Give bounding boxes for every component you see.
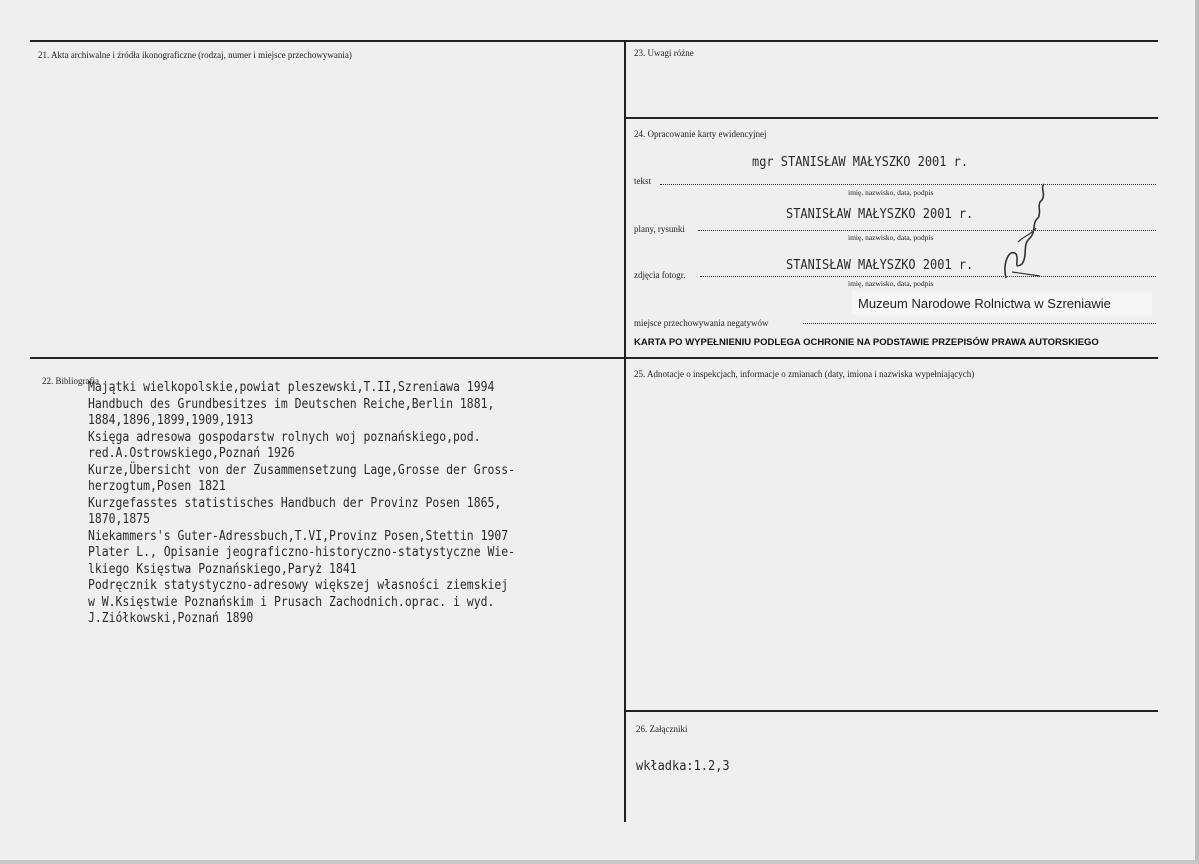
field-25-label: 25. Adnotacje o inspekcjach, informacje o zmianach (daty, imiona i nazwiska wypełniających) [634,369,975,379]
attachments-value: wkładka:1.2,3 [636,759,730,774]
rule-23-24 [624,117,1158,119]
bibliography-entry: Plater L., Opisanie jeograficzno-historyczno-statystyczne Wie- [88,545,516,560]
storage-line [803,323,1156,324]
field-23-label: 23. Uwagi różne [634,48,694,58]
bibliography-entry: lkiego Księstwa Poznańskiego,Paryż 1841 [88,561,357,577]
tekst-caption: imię, nazwisko, data, podpis [848,188,934,197]
copyright-note: KARTA PO WYPEŁNIENIU PODLEGA OCHRONIE NA PODSTAWIE PRZEPISÓW PRAWA AUTORSKIEGO [634,337,1099,348]
bibliography-entry: Handbuch des Grundbesitzes im Deutschen Reiche,Berlin 1881, [88,396,495,412]
rule-25-26 [624,710,1158,712]
field-24-label: 24. Opracowanie karty ewidencyjnej [634,129,767,139]
field-26-label: 26. Załączniki [636,724,688,734]
tekst-line [660,184,1156,185]
zdjecia-label: zdjęcia fotogr. [634,270,686,280]
bibliography-entry: J.Ziółkowski,Poznań 1890 [88,611,254,626]
signature [992,182,1052,282]
bibliography-entry: Kurze,Übersicht von der Zusammensetzung Lage,Grosse der Gross- [88,462,516,478]
bibliography-entry: w W.Księstwie Poznańskim i Prusach Zachodnich.oprac. i wyd. [88,594,495,610]
field-21-label: 21. Akta archiwalne i źródła ikonograficzne (rodzaj, numer i miejsce przechowywania) [38,50,352,60]
bibliography-entry: Niekammers's Guter-Adressbuch,T.VI,Provinz Posen,Stettin 1907 [88,528,509,544]
bibliography-entry: 1870,1875 [88,512,150,527]
bibliography-list [88,380,515,628]
plany-label: plany, rysunki [634,224,685,234]
zdjecia-caption: imię, nazwisko, data, podpis [848,279,934,288]
bibliography-entry: 1884,1896,1899,1909,1913 [88,413,254,428]
storage-label: miejsce przechowywania negatywów [634,318,769,328]
bibliography-entry: Kurzgefasstes statistisches Handbuch der Provinz Posen 1865, [88,495,502,511]
zdjecia-line [700,276,1156,277]
tekst-value: mgr STANISŁAW MAŁYSZKO 2001 r. [752,155,969,170]
plany-line [698,230,1156,231]
storage-stamp: Muzeum Narodowe Rolnictwa w Szreniawie [858,296,1111,311]
card-edge-bottom [0,860,1199,864]
plany-value: STANISŁAW MAŁYSZKO 2001 r. [786,207,974,222]
bibliography-entry: Księga adresowa gospodarstw rolnych woj poznańskiego,pod. [88,429,481,445]
tekst-label: tekst [634,176,651,186]
center-divider [624,40,626,822]
field-22-label: 22. Bibliografia [42,376,99,386]
plany-caption: imię, nazwisko, data, podpis [848,233,934,242]
top-rule [30,40,1158,42]
bibliography-entry: Majątki wielkopolskie,powiat pleszewski,T.II,Szreniawa 1994 [88,380,495,395]
bibliography-entry: red.A.Ostrowskiego,Poznań 1926 [88,446,295,461]
card-edge-right [1195,0,1199,864]
bibliography-entry: herzogtum,Posen 1821 [88,479,226,494]
zdjecia-value: STANISŁAW MAŁYSZKO 2001 r. [786,258,974,273]
middle-rule [30,357,1158,359]
bibliography-entry: Podręcznik statystyczno-adresowy większej własności ziemskiej [88,578,509,593]
